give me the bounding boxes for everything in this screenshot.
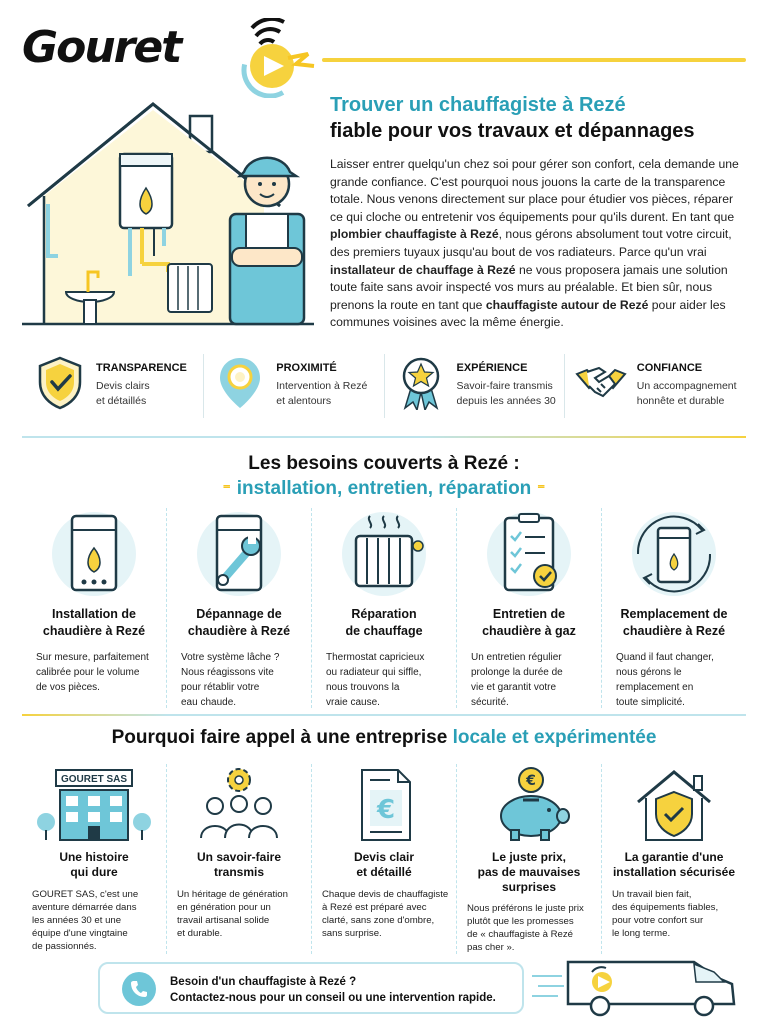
need-desc: Sur mesure, parfaitement calibrée pour le volume de vos pièces. [36,652,149,693]
value-title: PROXIMITÉ [276,362,337,374]
need-title: Dépannage de chaudière à Rezé [187,607,291,638]
plumber-house-illustration [18,96,318,328]
need-card-installation[interactable] [22,508,167,708]
need-title: Remplacement de chaudière à Rezé [620,607,728,638]
euro-document-icon [324,766,444,842]
why-desc: Un travail bien fait, des équipements fiables, pour votre confort sur le long terme. [612,889,719,939]
need-desc: Un entretien régulier prolonge la durée de vie et garantit votre sécurité. [471,652,563,708]
medal-star-icon [395,354,447,410]
why-card-savoir-faire [167,764,312,954]
value-experience [385,354,565,418]
why-card-garantie [602,764,746,954]
section-divider [22,714,746,716]
radiator-icon [332,510,436,598]
boiler-icon [42,510,146,598]
checklist-icon [477,510,581,598]
value-transparence [24,354,204,418]
need-desc: Votre système lâche ? Nous réagissons vite pour rétablir votre eau chaude. [181,652,280,708]
hero-keyword-2: installateur de chauffage à Rezé [330,262,516,277]
cta-line1: Besoin d'un chauffagiste à Rezé ? [170,976,357,988]
why-title: Devis clair et détaillé [353,850,415,879]
euro-symbol: € [376,795,396,825]
why-desc: Chaque devis de chauffagiste à Rezé est préparé avec clarté, sans zone d'ombre, sans surprise. [322,889,449,939]
phone-handset-glyph [129,979,149,999]
value-desc: Un accompagnement honnête et durable [636,380,737,407]
hero-keyword-3: chauffagiste autour de Rezé [485,297,649,312]
phone-icon[interactable] [122,972,156,1006]
why-title: Une histoire qui dure [59,850,129,879]
needs-title-line1: Les besoins couverts à Rezé : [248,453,520,474]
value-desc: Savoir-faire transmis depuis les années 30 [456,380,556,407]
needs-title-line2: installation, entretien, réparation [236,478,532,499]
need-card-depannage[interactable] [167,508,312,708]
coin-euro-symbol: € [526,773,536,789]
need-title: Entretien de chaudière à gaz [482,607,576,638]
hero-title [330,92,750,144]
wrench-boiler-icon [187,510,291,598]
brand-logo[interactable] [22,18,322,98]
value-title: TRANSPARENCE [96,362,187,374]
value-confiance [565,354,744,418]
section-divider [22,436,746,438]
header-accent-line [322,58,746,62]
sparkle-left-icon: ⁼ [222,481,231,498]
why-desc: GOURET SAS, c'est une aventure démarrée dans les années 30 et une équipe d'une vingtaine de passionnés. [32,889,139,952]
van-icon [528,952,756,1018]
hero-title-line1: Trouver un chauffagiste à Rezé [330,94,626,116]
why-grid [22,764,746,954]
why-title-part1: Pourquoi faire appel à une entreprise [111,727,453,748]
need-desc: Thermostat capricieux ou radiateur qui siffle, nous trouvons la vraie cause. [326,652,425,708]
value-title: EXPÉRIENCE [456,362,528,374]
cta-text [170,974,496,1006]
building-icon [34,766,154,842]
boiler-replace-icon [622,510,726,598]
handshake-icon [575,354,627,410]
hero-text-4: pour aider les communes voisines avec la même énergie. [330,297,726,330]
hero-keyword-1: plombier chauffagiste à Rezé [330,227,499,242]
value-desc: Devis clairs et détaillés [96,380,150,407]
needs-grid [22,508,746,708]
house-shield-icon [614,766,734,842]
hero-text-1: Laisser entrer quelqu'un chez soi pour gérer son confort, cela demande une grande confiance. C'est pourquoi nous jouons la carte de la transparence totale. Nous venons directement sur place pour étudier vos pièces, réparer ce qui cloche ou entretenir vos équipements pour qu'ils durent. En tant que [330,157,739,224]
building-sign-text: GOURET SAS [60,774,128,785]
hero-text-3: ne vous proposera jamais une solution toute faite sans avoir inspecté vos murs au préalable. Et bien sûr, nous prenons la route en tant que [330,262,728,312]
why-title: Le juste prix, pas de mauvaises surprises [477,850,581,894]
hero-title-line2: fiable pour vos travaux et dépannages [330,120,695,142]
brand-name: Gouret [22,22,181,73]
team-gear-icon [179,766,299,842]
need-desc: Quand il faut changer, nous gérons le remplacement en toute simplicité. [616,652,714,708]
hero-text-2: , nous gérons absolument tout votre circuit, des premiers tuyaux jusqu'au bout de vos radiateurs. Parce qu'un vrai [330,227,732,259]
why-desc: Un héritage de génération en génération pour un travail artisanal solide et durable. [177,889,288,939]
why-card-juste-prix [457,764,602,954]
why-desc: Nous préférons le juste prix plutôt que les promesses de « chauffagiste à Rezé pas cher ». [467,903,584,953]
need-card-reparation[interactable] [312,508,457,708]
why-card-histoire [22,764,167,954]
piggy-bank-icon [469,766,589,842]
need-card-entretien[interactable] [457,508,602,708]
need-card-remplacement[interactable] [602,508,746,708]
sparkle-right-icon: ⁼ [537,481,546,498]
why-card-devis [312,764,457,954]
why-title: La garantie d'une installation sécurisée [612,850,736,879]
contact-cta-banner[interactable] [98,962,524,1014]
cta-line2: Contactez-nous pour un conseil ou une intervention rapide. [170,992,496,1004]
logo-flame-icon [222,18,318,98]
why-title: Un savoir-faire transmis [196,850,282,879]
value-desc: Intervention à Rezé et alentours [276,380,368,407]
why-section-title [0,727,768,749]
need-title: Installation de chaudière à Rezé [42,607,146,638]
why-title-highlight: locale et expérimentée [452,727,657,748]
value-proximite [204,354,384,418]
hero-paragraph [330,156,742,332]
need-title: Réparation de chauffage [345,607,423,638]
shield-check-icon [34,354,86,410]
map-pin-icon [214,354,266,410]
needs-section-title [0,452,768,503]
values-row [24,354,744,418]
value-title: CONFIANCE [636,362,703,374]
